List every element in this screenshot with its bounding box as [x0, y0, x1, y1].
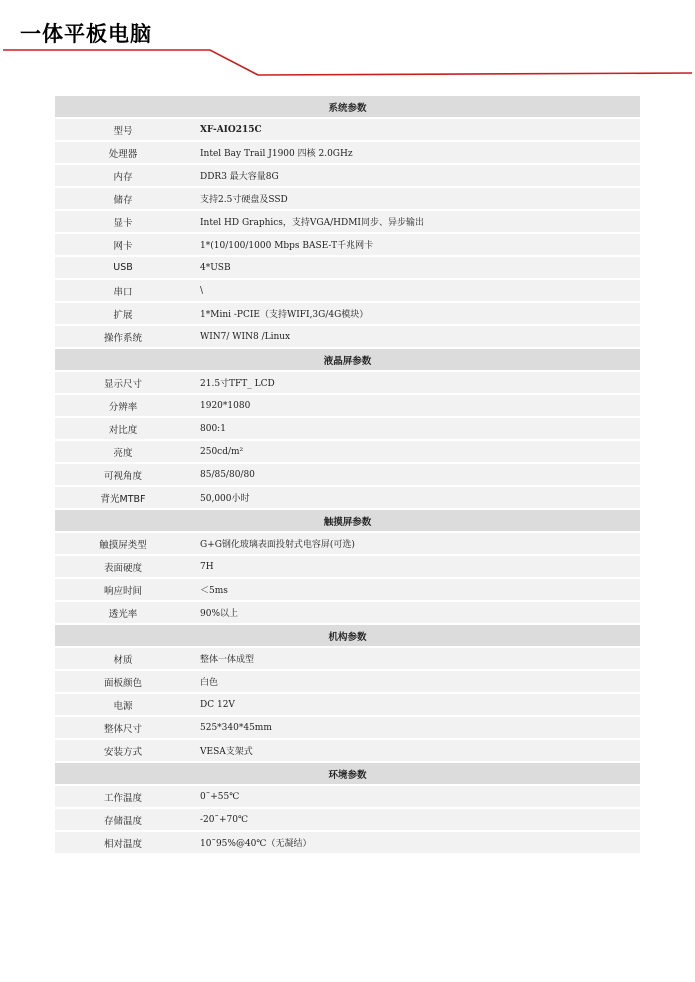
spec-label: 触摸屏类型 [55, 533, 191, 556]
spec-row [55, 441, 640, 464]
section-header [55, 510, 640, 533]
spec-value: 4*USB [191, 257, 640, 280]
header-divider-line [3, 50, 692, 75]
spec-row [55, 119, 640, 142]
spec-row [55, 395, 640, 418]
spec-label: 分辨率 [55, 395, 191, 418]
spec-label: 整体尺寸 [55, 717, 191, 740]
section-title: 系统参数 [55, 96, 640, 119]
spec-row [55, 326, 640, 349]
spec-label: 工作温度 [55, 786, 191, 809]
spec-label: 安装方式 [55, 740, 191, 763]
spec-label: 相对温度 [55, 832, 191, 855]
spec-row [55, 257, 640, 280]
spec-row [55, 602, 640, 625]
spec-label: 可视角度 [55, 464, 191, 487]
spec-value: 250cd/m² [191, 441, 640, 464]
header-divider [0, 0, 695, 80]
spec-row [55, 579, 640, 602]
spec-row [55, 648, 640, 671]
spec-row [55, 372, 640, 395]
spec-value: 整体一体成型 [191, 648, 640, 671]
spec-table [55, 96, 640, 855]
spec-value: DDR3 最大容量8G [191, 165, 640, 188]
spec-label: 电源 [55, 694, 191, 717]
spec-value: Intel HD Graphics，支持VGA/HDMI同步、异步输出 [191, 211, 640, 234]
spec-value: 7H [191, 556, 640, 579]
spec-value: Intel Bay Trail J1900 四核 2.0GHz [191, 142, 640, 165]
spec-label: 存储温度 [55, 809, 191, 832]
page-title: 一体平板电脑 [20, 22, 152, 46]
spec-label: 面板颜色 [55, 671, 191, 694]
spec-value: 50,000小时 [191, 487, 640, 510]
spec-value: -20˜+70℃ [191, 809, 640, 832]
spec-row [55, 165, 640, 188]
spec-label: 操作系统 [55, 326, 191, 349]
spec-label: 扩展 [55, 303, 191, 326]
spec-row [55, 740, 640, 763]
spec-row [55, 280, 640, 303]
spec-value: 90%以上 [191, 602, 640, 625]
section-header [55, 763, 640, 786]
spec-value: 525*340*45mm [191, 717, 640, 740]
spec-label: 处理器 [55, 142, 191, 165]
spec-label: 响应时间 [55, 579, 191, 602]
spec-value: ＜5ms [191, 579, 640, 602]
spec-label: 表面硬度 [55, 556, 191, 579]
spec-row [55, 464, 640, 487]
spec-label: 串口 [55, 280, 191, 303]
section-title: 环境参数 [55, 763, 640, 786]
section-title: 机构参数 [55, 625, 640, 648]
spec-row [55, 211, 640, 234]
spec-row [55, 234, 640, 257]
spec-row [55, 694, 640, 717]
spec-row [55, 487, 640, 510]
spec-label: 材质 [55, 648, 191, 671]
section-header [55, 625, 640, 648]
spec-value: DC 12V [191, 694, 640, 717]
spec-row [55, 418, 640, 441]
spec-value: 0˜+55℃ [191, 786, 640, 809]
spec-row [55, 786, 640, 809]
spec-value: 1*(10/100/1000 Mbps BASE-T千兆网卡 [191, 234, 640, 257]
spec-label: 型号 [55, 119, 191, 142]
spec-value: 800:1 [191, 418, 640, 441]
spec-label: USB [55, 257, 191, 280]
spec-value: 支持2.5寸硬盘及SSD [191, 188, 640, 211]
spec-value: \ [191, 280, 640, 303]
spec-value: WIN7/ WIN8 /Linux [191, 326, 640, 349]
spec-label: 储存 [55, 188, 191, 211]
spec-value: G+G钢化玻璃表面投射式电容屏(可选) [191, 533, 640, 556]
section-header [55, 96, 640, 119]
spec-row [55, 188, 640, 211]
spec-value: VESA支架式 [191, 740, 640, 763]
spec-label: 亮度 [55, 441, 191, 464]
spec-row [55, 809, 640, 832]
spec-row [55, 671, 640, 694]
spec-label: 显示尺寸 [55, 372, 191, 395]
spec-value: 1*Mini -PCIE（支持WIFI,3G/4G模块） [191, 303, 640, 326]
spec-label: 网卡 [55, 234, 191, 257]
spec-row [55, 717, 640, 740]
spec-value: 10˜95%@40℃（无凝结） [191, 832, 640, 855]
section-title: 触摸屏参数 [55, 510, 640, 533]
spec-label: 背光MTBF [55, 487, 191, 510]
spec-value: XF-AIO215C [191, 119, 640, 142]
spec-row [55, 303, 640, 326]
section-header [55, 349, 640, 372]
spec-value: 1920*1080 [191, 395, 640, 418]
spec-row [55, 832, 640, 855]
spec-label: 内存 [55, 165, 191, 188]
spec-value: 白色 [191, 671, 640, 694]
spec-row [55, 533, 640, 556]
spec-value: 85/85/80/80 [191, 464, 640, 487]
section-title: 液晶屏参数 [55, 349, 640, 372]
spec-label: 透光率 [55, 602, 191, 625]
spec-row [55, 142, 640, 165]
spec-value: 21.5寸TFT_ LCD [191, 372, 640, 395]
spec-label: 对比度 [55, 418, 191, 441]
spec-row [55, 556, 640, 579]
spec-label: 显卡 [55, 211, 191, 234]
